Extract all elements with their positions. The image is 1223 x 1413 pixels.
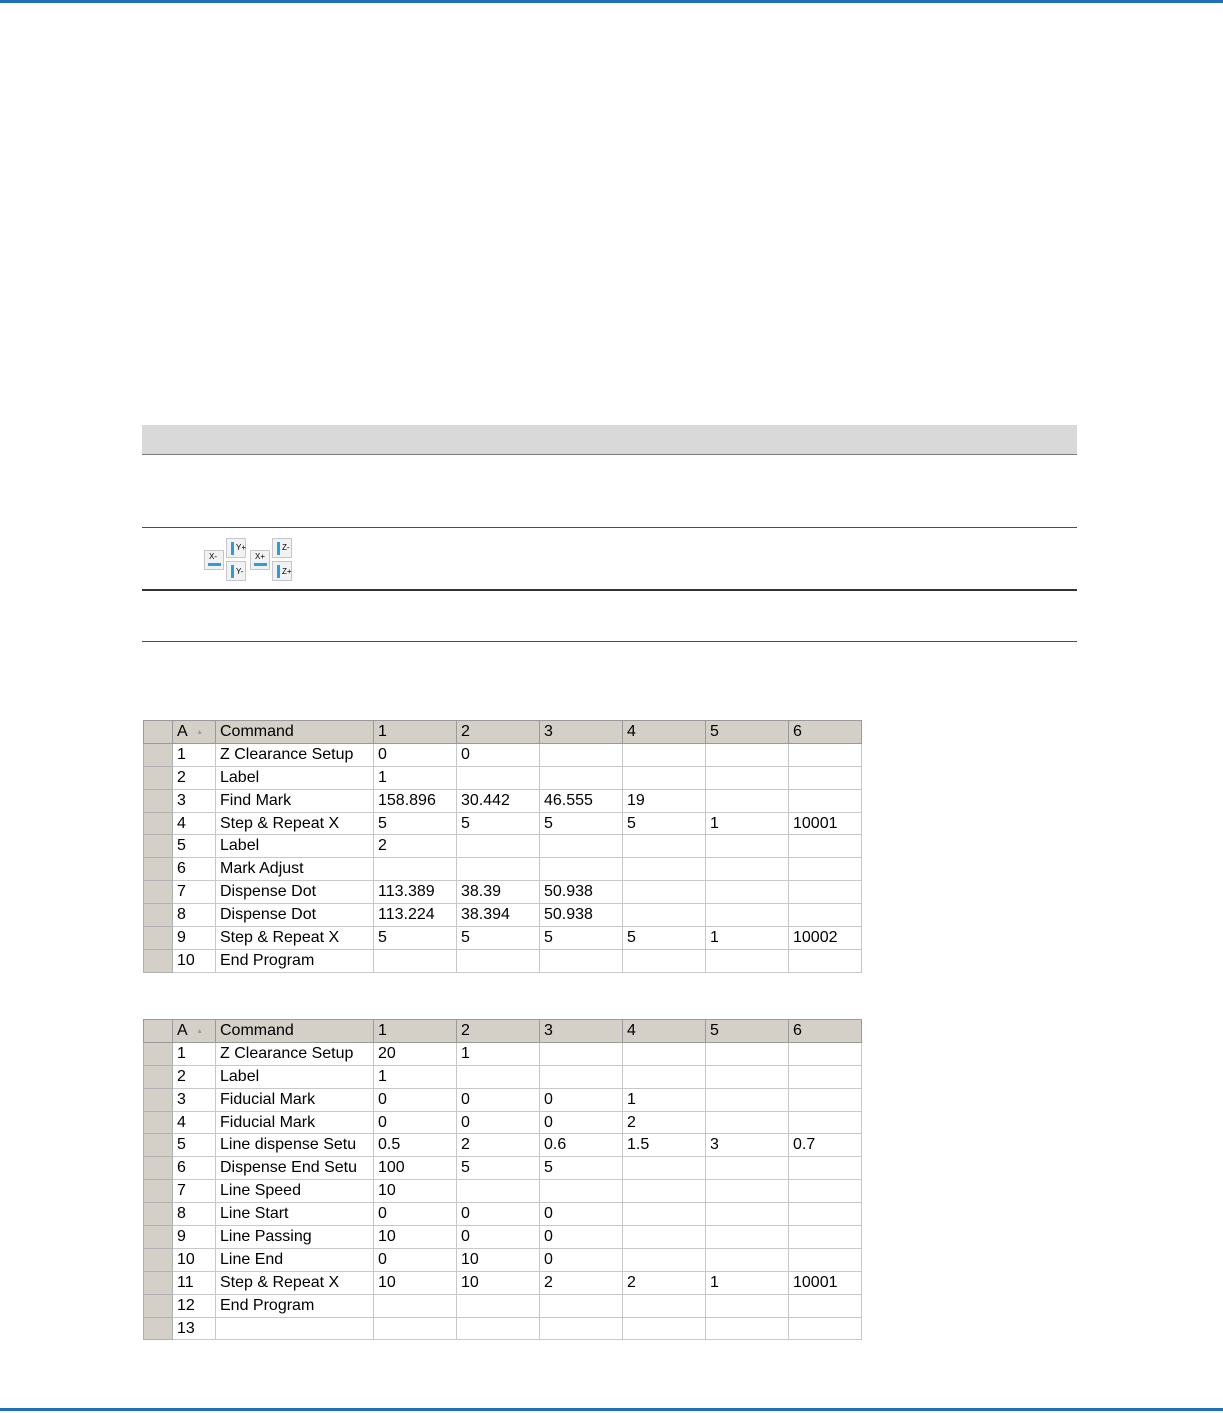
grid-header-row xyxy=(144,721,862,744)
parameter-cell[interactable] xyxy=(706,1180,789,1203)
table-row xyxy=(144,789,862,812)
parameter-cell[interactable] xyxy=(623,1042,706,1065)
parameter-cell[interactable] xyxy=(623,1157,706,1180)
command-cell[interactable]: Line Speed xyxy=(216,1180,374,1203)
row-selector[interactable] xyxy=(144,1317,173,1340)
parameter-cell[interactable]: 2 xyxy=(374,835,457,858)
parameter-cell[interactable]: 0 xyxy=(457,1111,540,1134)
parameter-cell[interactable] xyxy=(374,858,457,881)
parameter-cell[interactable] xyxy=(623,743,706,766)
parameter-cell[interactable] xyxy=(457,1294,540,1317)
parameter-cell[interactable] xyxy=(706,789,789,812)
column-header[interactable] xyxy=(623,1020,706,1043)
y-plus-key xyxy=(226,538,246,558)
table-row xyxy=(144,1088,862,1111)
parameter-cell[interactable] xyxy=(789,1294,862,1317)
parameter-cell[interactable]: 0 xyxy=(540,1226,623,1249)
row-number-cell[interactable]: 9 xyxy=(173,1226,216,1249)
parameter-cell[interactable]: 5 xyxy=(623,812,706,835)
row-selector[interactable] xyxy=(144,881,173,904)
command-cell[interactable]: Find Mark xyxy=(216,789,374,812)
parameter-cell[interactable]: 5 xyxy=(457,812,540,835)
parameter-cell[interactable]: 1 xyxy=(623,1088,706,1111)
parameter-cell[interactable] xyxy=(540,858,623,881)
column-header-label: 5 xyxy=(710,722,719,740)
bottom-accent-rule xyxy=(0,1408,1223,1411)
parameter-cell[interactable] xyxy=(789,789,862,812)
column-header-label: 3 xyxy=(544,1021,553,1039)
command-cell[interactable]: Step & Repeat X xyxy=(216,1271,374,1294)
parameter-cell[interactable] xyxy=(789,743,862,766)
column-header[interactable] xyxy=(789,1020,862,1043)
table-row xyxy=(144,1065,862,1088)
grid-header-row xyxy=(144,1020,862,1043)
program-grid-1 xyxy=(143,720,862,973)
row-number-cell[interactable]: 10 xyxy=(173,1248,216,1271)
parameter-cell[interactable] xyxy=(706,1248,789,1271)
table-row xyxy=(144,1134,862,1157)
table-row xyxy=(144,858,862,881)
y-plus-label: Y+ xyxy=(236,543,247,552)
parameter-cell[interactable] xyxy=(623,1065,706,1088)
right-arrow-icon xyxy=(254,563,267,566)
parameter-cell[interactable]: 1 xyxy=(374,766,457,789)
z-minus-label: Z- xyxy=(282,543,290,552)
table-row xyxy=(144,1271,862,1294)
up-arrow-icon xyxy=(277,542,280,555)
x-minus-label: X- xyxy=(209,552,217,561)
command-cell[interactable]: Z Clearance Setup xyxy=(216,743,374,766)
parameter-cell[interactable] xyxy=(540,1294,623,1317)
column-header-label: 2 xyxy=(461,722,470,740)
parameter-cell[interactable]: 10 xyxy=(374,1271,457,1294)
row-selector[interactable] xyxy=(144,789,173,812)
column-header[interactable] xyxy=(789,721,862,744)
parameter-cell[interactable]: 1 xyxy=(457,1042,540,1065)
parameter-cell[interactable]: 1 xyxy=(706,1271,789,1294)
info-table-row xyxy=(142,528,1077,591)
table-row xyxy=(144,1317,862,1340)
parameter-cell[interactable] xyxy=(457,949,540,972)
command-cell[interactable]: Line Start xyxy=(216,1203,374,1226)
column-header-label: 1 xyxy=(378,1021,387,1039)
parameter-cell[interactable] xyxy=(623,766,706,789)
column-header-label: 2 xyxy=(461,1021,470,1039)
column-header[interactable] xyxy=(457,1020,540,1043)
parameter-cell[interactable]: 113.389 xyxy=(374,881,457,904)
column-header-a[interactable] xyxy=(173,721,216,744)
row-selector[interactable] xyxy=(144,812,173,835)
parameter-cell[interactable] xyxy=(789,904,862,927)
parameter-cell[interactable] xyxy=(706,1226,789,1249)
parameter-cell[interactable] xyxy=(623,881,706,904)
column-header[interactable] xyxy=(706,1020,789,1043)
parameter-cell[interactable] xyxy=(789,858,862,881)
parameter-cell[interactable] xyxy=(789,1180,862,1203)
parameter-cell[interactable]: 5 xyxy=(374,927,457,950)
column-header[interactable] xyxy=(216,721,374,744)
column-header-label: 6 xyxy=(793,722,802,740)
row-selector[interactable] xyxy=(144,949,173,972)
parameter-cell[interactable] xyxy=(374,1294,457,1317)
row-number-cell[interactable]: 7 xyxy=(173,1180,216,1203)
row-selector[interactable] xyxy=(144,743,173,766)
parameter-cell[interactable] xyxy=(540,766,623,789)
parameter-cell[interactable] xyxy=(706,1294,789,1317)
column-header-label: Command xyxy=(220,722,294,740)
parameter-cell[interactable]: 0 xyxy=(457,1203,540,1226)
column-header-label: 4 xyxy=(627,722,636,740)
command-cell[interactable]: Line Passing xyxy=(216,1226,374,1249)
parameter-cell[interactable] xyxy=(457,835,540,858)
column-header-label: A xyxy=(177,723,188,741)
parameter-cell[interactable] xyxy=(706,743,789,766)
z-minus-key xyxy=(272,538,292,558)
parameter-cell[interactable]: 5 xyxy=(457,927,540,950)
parameter-cell[interactable]: 0 xyxy=(457,743,540,766)
row-selector[interactable] xyxy=(144,858,173,881)
parameter-cell[interactable]: 3 xyxy=(706,1134,789,1157)
table-row xyxy=(144,1157,862,1180)
row-number-cell[interactable]: 8 xyxy=(173,904,216,927)
parameter-cell[interactable]: 2 xyxy=(623,1111,706,1134)
y-minus-key xyxy=(226,561,246,581)
row-selector[interactable] xyxy=(144,1042,173,1065)
parameter-cell[interactable] xyxy=(623,1248,706,1271)
parameter-cell[interactable] xyxy=(706,835,789,858)
parameter-cell[interactable] xyxy=(706,1157,789,1180)
table-row xyxy=(144,812,862,835)
sort-arrow-icon: ▴ xyxy=(197,726,202,736)
parameter-cell[interactable]: 2 xyxy=(540,1271,623,1294)
parameter-cell[interactable]: 0.5 xyxy=(374,1134,457,1157)
parameter-cell[interactable]: 10002 xyxy=(789,927,862,950)
parameter-cell[interactable] xyxy=(706,1203,789,1226)
x-minus-key xyxy=(204,550,224,570)
parameter-cell[interactable] xyxy=(789,1157,862,1180)
parameter-cell[interactable]: 0.7 xyxy=(789,1134,862,1157)
parameter-cell[interactable] xyxy=(540,1317,623,1340)
parameter-cell[interactable] xyxy=(540,1180,623,1203)
column-header-label: 4 xyxy=(627,1021,636,1039)
parameter-cell[interactable] xyxy=(623,904,706,927)
command-cell[interactable]: Line dispense Setu xyxy=(216,1134,374,1157)
table-row xyxy=(144,1203,862,1226)
row-selector[interactable] xyxy=(144,1065,173,1088)
row-number-cell[interactable]: 5 xyxy=(173,835,216,858)
parameter-cell[interactable] xyxy=(623,858,706,881)
row-number-cell[interactable]: 10 xyxy=(173,949,216,972)
parameter-cell[interactable]: 5 xyxy=(457,1157,540,1180)
row-number-cell[interactable]: 3 xyxy=(173,1088,216,1111)
row-selector[interactable] xyxy=(144,904,173,927)
parameter-cell[interactable]: 46.555 xyxy=(540,789,623,812)
command-cell[interactable]: End Program xyxy=(216,949,374,972)
table-row xyxy=(144,904,862,927)
parameter-cell[interactable]: 0 xyxy=(374,743,457,766)
parameter-cell[interactable] xyxy=(706,904,789,927)
row-number-cell[interactable]: 6 xyxy=(173,1157,216,1180)
parameter-cell[interactable] xyxy=(623,835,706,858)
parameter-cell[interactable] xyxy=(706,858,789,881)
row-number-cell[interactable]: 13 xyxy=(173,1317,216,1340)
command-cell[interactable]: Step & Repeat X xyxy=(216,927,374,950)
column-header[interactable] xyxy=(374,1020,457,1043)
parameter-cell[interactable] xyxy=(789,835,862,858)
command-cell[interactable]: Z Clearance Setup xyxy=(216,1042,374,1065)
parameter-cell[interactable] xyxy=(706,881,789,904)
parameter-cell[interactable] xyxy=(789,766,862,789)
table-row xyxy=(144,835,862,858)
column-header-label: 3 xyxy=(544,722,553,740)
parameter-cell[interactable] xyxy=(374,1317,457,1340)
parameter-cell[interactable]: 0 xyxy=(540,1111,623,1134)
parameter-cell[interactable] xyxy=(457,1180,540,1203)
parameter-cell[interactable] xyxy=(706,1042,789,1065)
z-plus-key xyxy=(272,561,292,581)
down-arrow-icon xyxy=(277,565,280,578)
parameter-cell[interactable] xyxy=(623,1317,706,1340)
table-row xyxy=(144,881,862,904)
command-cell[interactable]: Dispense Dot xyxy=(216,881,374,904)
parameter-cell[interactable]: 0 xyxy=(374,1111,457,1134)
x-plus-label: X+ xyxy=(255,552,266,561)
command-cell[interactable]: Fiducial Mark xyxy=(216,1088,374,1111)
parameter-cell[interactable]: 50.938 xyxy=(540,881,623,904)
row-selector[interactable] xyxy=(144,1226,173,1249)
parameter-cell[interactable] xyxy=(457,1065,540,1088)
parameter-cell[interactable]: 100 xyxy=(374,1157,457,1180)
parameter-cell[interactable] xyxy=(789,1088,862,1111)
parameter-cell[interactable]: 0 xyxy=(540,1203,623,1226)
row-number-cell[interactable]: 4 xyxy=(173,1111,216,1134)
table-row xyxy=(144,1180,862,1203)
command-cell[interactable]: Step & Repeat X xyxy=(216,812,374,835)
parameter-cell[interactable] xyxy=(623,1203,706,1226)
down-arrow-icon xyxy=(231,565,234,578)
row-selector[interactable] xyxy=(144,1134,173,1157)
parameter-cell[interactable] xyxy=(623,949,706,972)
row-selector[interactable] xyxy=(144,1294,173,1317)
parameter-cell[interactable]: 0 xyxy=(374,1203,457,1226)
parameter-cell[interactable] xyxy=(457,766,540,789)
table-row xyxy=(144,949,862,972)
parameter-cell[interactable] xyxy=(789,1042,862,1065)
parameter-cell[interactable]: 5 xyxy=(540,812,623,835)
parameter-cell[interactable]: 113.224 xyxy=(374,904,457,927)
parameter-cell[interactable]: 20 xyxy=(374,1042,457,1065)
parameter-cell[interactable]: 50.938 xyxy=(540,904,623,927)
parameter-cell[interactable] xyxy=(457,1317,540,1340)
command-cell[interactable]: Dispense End Setu xyxy=(216,1157,374,1180)
parameter-cell[interactable]: 30.442 xyxy=(457,789,540,812)
parameter-cell[interactable]: 2 xyxy=(457,1134,540,1157)
info-table-row xyxy=(142,455,1077,528)
parameter-cell[interactable] xyxy=(706,1065,789,1088)
parameter-cell[interactable]: 10 xyxy=(457,1248,540,1271)
row-selector[interactable] xyxy=(144,1271,173,1294)
column-header-label: Command xyxy=(220,1021,294,1039)
column-header-label: 6 xyxy=(793,1021,802,1039)
z-plus-label: Z+ xyxy=(282,567,292,576)
parameter-cell[interactable]: 1.5 xyxy=(623,1134,706,1157)
sort-arrow-icon: ▴ xyxy=(197,1025,202,1035)
parameter-cell[interactable]: 10 xyxy=(457,1271,540,1294)
parameter-cell[interactable]: 38.39 xyxy=(457,881,540,904)
left-arrow-icon xyxy=(208,563,221,566)
command-cell[interactable]: Label xyxy=(216,1065,374,1088)
column-header-a[interactable] xyxy=(173,1020,216,1043)
parameter-cell[interactable] xyxy=(789,1203,862,1226)
parameter-cell[interactable] xyxy=(540,949,623,972)
parameter-cell[interactable] xyxy=(789,881,862,904)
parameter-cell[interactable] xyxy=(706,766,789,789)
y-minus-label: Y- xyxy=(236,567,244,576)
row-selector[interactable] xyxy=(144,835,173,858)
row-number-cell[interactable]: 1 xyxy=(173,1042,216,1065)
row-number-cell[interactable]: 6 xyxy=(173,858,216,881)
column-header[interactable] xyxy=(216,1020,374,1043)
parameter-cell[interactable]: 1 xyxy=(706,812,789,835)
row-number-cell[interactable]: 7 xyxy=(173,881,216,904)
row-number-cell[interactable]: 9 xyxy=(173,927,216,950)
parameter-cell[interactable] xyxy=(623,1294,706,1317)
column-header[interactable] xyxy=(540,721,623,744)
parameter-cell[interactable]: 0 xyxy=(540,1248,623,1271)
row-number-cell[interactable]: 5 xyxy=(173,1134,216,1157)
parameter-cell[interactable] xyxy=(540,743,623,766)
parameter-cell[interactable]: 5 xyxy=(623,927,706,950)
parameter-cell[interactable] xyxy=(706,949,789,972)
parameter-cell[interactable] xyxy=(706,1317,789,1340)
parameter-cell[interactable]: 0 xyxy=(457,1088,540,1111)
parameter-cell[interactable] xyxy=(789,949,862,972)
table-row xyxy=(144,1248,862,1271)
parameter-cell[interactable]: 1 xyxy=(706,927,789,950)
command-cell[interactable]: Label xyxy=(216,766,374,789)
parameter-cell[interactable] xyxy=(457,858,540,881)
command-cell[interactable]: End Program xyxy=(216,1294,374,1317)
parameter-cell[interactable]: 5 xyxy=(540,1157,623,1180)
table-row xyxy=(144,927,862,950)
table-row xyxy=(144,743,862,766)
corner-select-cell[interactable] xyxy=(144,721,173,744)
parameter-cell[interactable] xyxy=(789,1248,862,1271)
parameter-cell[interactable] xyxy=(789,1226,862,1249)
row-selector[interactable] xyxy=(144,1248,173,1271)
jog-keys-icon xyxy=(204,538,296,583)
info-table xyxy=(142,425,1077,642)
row-number-cell[interactable]: 3 xyxy=(173,789,216,812)
column-header-label: 1 xyxy=(378,722,387,740)
table-row xyxy=(144,1111,862,1134)
parameter-cell[interactable]: 0.6 xyxy=(540,1134,623,1157)
table-row xyxy=(144,1294,862,1317)
row-number-cell[interactable]: 12 xyxy=(173,1294,216,1317)
parameter-cell[interactable] xyxy=(623,1180,706,1203)
command-cell[interactable]: Label xyxy=(216,835,374,858)
parameter-cell[interactable]: 10001 xyxy=(789,1271,862,1294)
table-row xyxy=(144,1042,862,1065)
corner-select-cell[interactable] xyxy=(144,1020,173,1043)
row-number-cell[interactable]: 4 xyxy=(173,812,216,835)
parameter-cell[interactable]: 158.896 xyxy=(374,789,457,812)
row-number-cell[interactable]: 2 xyxy=(173,766,216,789)
column-header-label: A xyxy=(177,1022,188,1040)
table-row xyxy=(144,766,862,789)
row-number-cell[interactable]: 11 xyxy=(173,1271,216,1294)
parameter-cell[interactable] xyxy=(540,1065,623,1088)
table-row xyxy=(144,1226,862,1249)
row-selector[interactable] xyxy=(144,927,173,950)
command-cell[interactable] xyxy=(216,1317,374,1340)
parameter-cell[interactable]: 0 xyxy=(540,1088,623,1111)
parameter-cell[interactable]: 38.394 xyxy=(457,904,540,927)
column-header[interactable] xyxy=(623,721,706,744)
x-plus-key xyxy=(250,550,270,570)
column-header[interactable] xyxy=(457,721,540,744)
parameter-cell[interactable] xyxy=(706,1111,789,1134)
parameter-cell[interactable] xyxy=(789,1111,862,1134)
info-table-header xyxy=(142,425,1077,455)
top-accent-rule xyxy=(0,0,1223,3)
column-header-label: 5 xyxy=(710,1021,719,1039)
row-selector[interactable] xyxy=(144,1088,173,1111)
parameter-cell[interactable]: 10001 xyxy=(789,812,862,835)
parameter-cell[interactable] xyxy=(374,949,457,972)
parameter-cell[interactable]: 5 xyxy=(374,812,457,835)
info-table-row xyxy=(142,591,1077,642)
row-selector[interactable] xyxy=(144,1180,173,1203)
row-selector[interactable] xyxy=(144,1203,173,1226)
command-cell[interactable]: Line End xyxy=(216,1248,374,1271)
command-cell[interactable]: Fiducial Mark xyxy=(216,1111,374,1134)
parameter-cell[interactable]: 0 xyxy=(374,1248,457,1271)
parameter-cell[interactable]: 5 xyxy=(540,927,623,950)
parameter-cell[interactable] xyxy=(789,1317,862,1340)
column-header[interactable] xyxy=(374,721,457,744)
parameter-cell[interactable] xyxy=(540,1042,623,1065)
column-header[interactable] xyxy=(540,1020,623,1043)
parameter-cell[interactable] xyxy=(540,835,623,858)
parameter-cell[interactable] xyxy=(706,1088,789,1111)
row-number-cell[interactable]: 2 xyxy=(173,1065,216,1088)
row-number-cell[interactable]: 1 xyxy=(173,743,216,766)
parameter-cell[interactable]: 2 xyxy=(623,1271,706,1294)
row-selector[interactable] xyxy=(144,1157,173,1180)
command-cell[interactable]: Mark Adjust xyxy=(216,858,374,881)
parameter-cell[interactable]: 0 xyxy=(457,1226,540,1249)
parameter-cell[interactable]: 10 xyxy=(374,1180,457,1203)
parameter-cell[interactable]: 10 xyxy=(374,1226,457,1249)
row-selector[interactable] xyxy=(144,1111,173,1134)
up-arrow-icon xyxy=(231,542,234,555)
row-selector[interactable] xyxy=(144,766,173,789)
parameter-cell[interactable]: 1 xyxy=(374,1065,457,1088)
program-grid-2 xyxy=(143,1019,862,1340)
parameter-cell[interactable] xyxy=(623,1226,706,1249)
parameter-cell[interactable]: 19 xyxy=(623,789,706,812)
column-header[interactable] xyxy=(706,721,789,744)
row-number-cell[interactable]: 8 xyxy=(173,1203,216,1226)
parameter-cell[interactable]: 0 xyxy=(374,1088,457,1111)
parameter-cell[interactable] xyxy=(789,1065,862,1088)
command-cell[interactable]: Dispense Dot xyxy=(216,904,374,927)
